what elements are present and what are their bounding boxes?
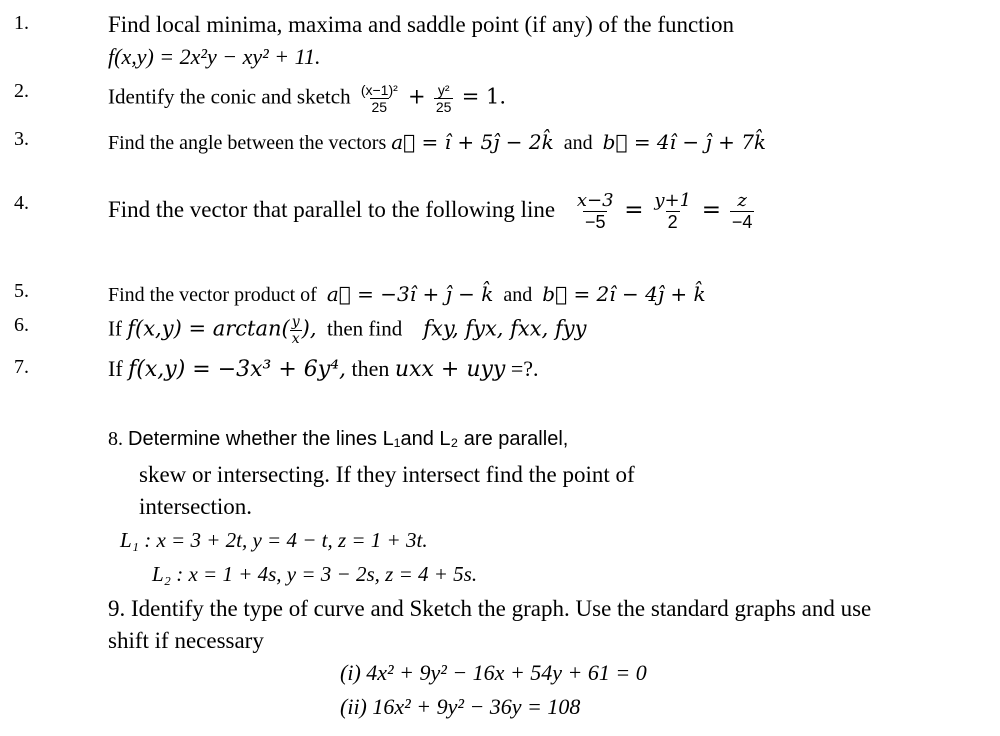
q8-line-L1: L₁ : x = 3 + 2t, y = 4 − t, z = 1 + 3t. bbox=[120, 528, 428, 552]
q5-line bbox=[108, 282, 706, 307]
question-number-2: 2. bbox=[14, 80, 29, 102]
q4-fraction-2 bbox=[652, 190, 693, 233]
q2-fraction-1 bbox=[359, 82, 400, 115]
q4-frac2-denominator: 2 bbox=[667, 212, 678, 232]
q6-formula-start: f(x,y) = arctan( bbox=[127, 316, 290, 341]
q4-fraction-1 bbox=[575, 190, 616, 233]
q2-fraction-2 bbox=[434, 82, 454, 115]
q6-line bbox=[108, 314, 586, 347]
q8-first-line bbox=[108, 428, 568, 451]
q3-vector-a: a⃗ = î + 5ĵ − 2k̂ bbox=[391, 130, 554, 154]
question-number-1: 1. bbox=[14, 12, 29, 34]
q5-and: and bbox=[503, 284, 533, 306]
q6-then: then find bbox=[327, 316, 403, 341]
q4-line bbox=[108, 190, 757, 233]
q2-text: Identify the conic and sketch bbox=[108, 84, 351, 109]
q6-formula-end: ), bbox=[301, 316, 317, 341]
q4-frac3-denominator: −4 bbox=[731, 212, 753, 232]
q7-then: then bbox=[351, 356, 390, 381]
q2-rhs: = 1. bbox=[461, 84, 507, 109]
q9-part-ii: (ii) 16x² + 9y² − 36y = 108 bbox=[340, 694, 581, 719]
q4-text: Find the vector that parallel to the following line bbox=[108, 196, 556, 222]
q6-frac-numerator: y bbox=[291, 314, 300, 330]
q7-expression: uxx + uyy bbox=[394, 357, 506, 382]
q9-line-1: 9. Identify the type of curve and Sketch the graph. Use the standard graphs and use bbox=[108, 596, 872, 621]
question-number-3: 3. bbox=[14, 128, 29, 150]
q3-text: Find the angle between the vectors bbox=[108, 132, 387, 154]
q4-equals-1: = bbox=[624, 196, 644, 223]
question-number-6: 6. bbox=[14, 314, 29, 336]
q2-frac2-denominator: 25 bbox=[435, 99, 452, 115]
q4-frac1-numerator: x−3 bbox=[576, 190, 614, 211]
q3-line bbox=[108, 130, 766, 155]
q1-text: Find local minima, maxima and saddle point (if any) of the function bbox=[108, 12, 734, 37]
q9-line-2: shift if necessary bbox=[108, 628, 264, 653]
q8-line-2: skew or intersecting. If they intersect find the point of bbox=[139, 462, 635, 487]
q7-prefix: If bbox=[108, 356, 123, 381]
q4-frac3-numerator: z bbox=[737, 190, 747, 211]
question-number-4: 4. bbox=[14, 192, 29, 214]
q6-partials: fxy, fyx, fxx, fyy bbox=[423, 316, 587, 341]
q8-label: 8. bbox=[108, 428, 123, 450]
q3-vector-b: b⃗ = 4î − ĵ + 7k̂ bbox=[602, 130, 767, 154]
q7-formula: f(x,y) = −3x³ + 6y⁴, bbox=[128, 357, 347, 382]
q8-line-1: Determine whether the lines L₁and L₂ are parallel, bbox=[128, 428, 569, 450]
q5-vector-a: a⃗ = −3î + ĵ − k̂ bbox=[326, 282, 494, 306]
q2-frac1-denominator: 25 bbox=[371, 99, 388, 115]
q8-line-3: intersection. bbox=[139, 494, 253, 519]
q4-equals-2: = bbox=[701, 196, 722, 223]
q2-plus: + bbox=[408, 84, 426, 109]
q2-line bbox=[108, 82, 506, 115]
question-number-7: 7. bbox=[14, 356, 29, 378]
q4-fraction-3 bbox=[730, 190, 755, 233]
q5-vector-b: b⃗ = 2î − 4ĵ + k̂ bbox=[542, 282, 706, 306]
q7-tail: =?. bbox=[510, 356, 539, 381]
q8-line-L2: L₂ : x = 1 + 4s, y = 3 − 2s, z = 4 + 5s. bbox=[152, 562, 478, 586]
q6-prefix: If bbox=[108, 316, 122, 341]
q4-frac1-denominator: −5 bbox=[584, 212, 606, 232]
q2-frac1-numerator: (x−1)² bbox=[360, 82, 398, 98]
q3-and: and bbox=[563, 132, 593, 154]
q2-frac2-numerator: y² bbox=[437, 82, 450, 98]
q5-text: Find the vector product of bbox=[108, 284, 317, 306]
q9-part-i: (i) 4x² + 9y² − 16x + 54y + 61 = 0 bbox=[340, 660, 647, 685]
q6-frac-denominator: x bbox=[291, 331, 300, 347]
q6-fraction bbox=[290, 314, 302, 347]
q7-line bbox=[108, 356, 539, 382]
q4-frac2-numerator: y+1 bbox=[654, 190, 692, 211]
q1-formula: f(x,y) = 2x²y − xy² + 11. bbox=[108, 44, 321, 69]
question-number-5: 5. bbox=[14, 280, 29, 302]
